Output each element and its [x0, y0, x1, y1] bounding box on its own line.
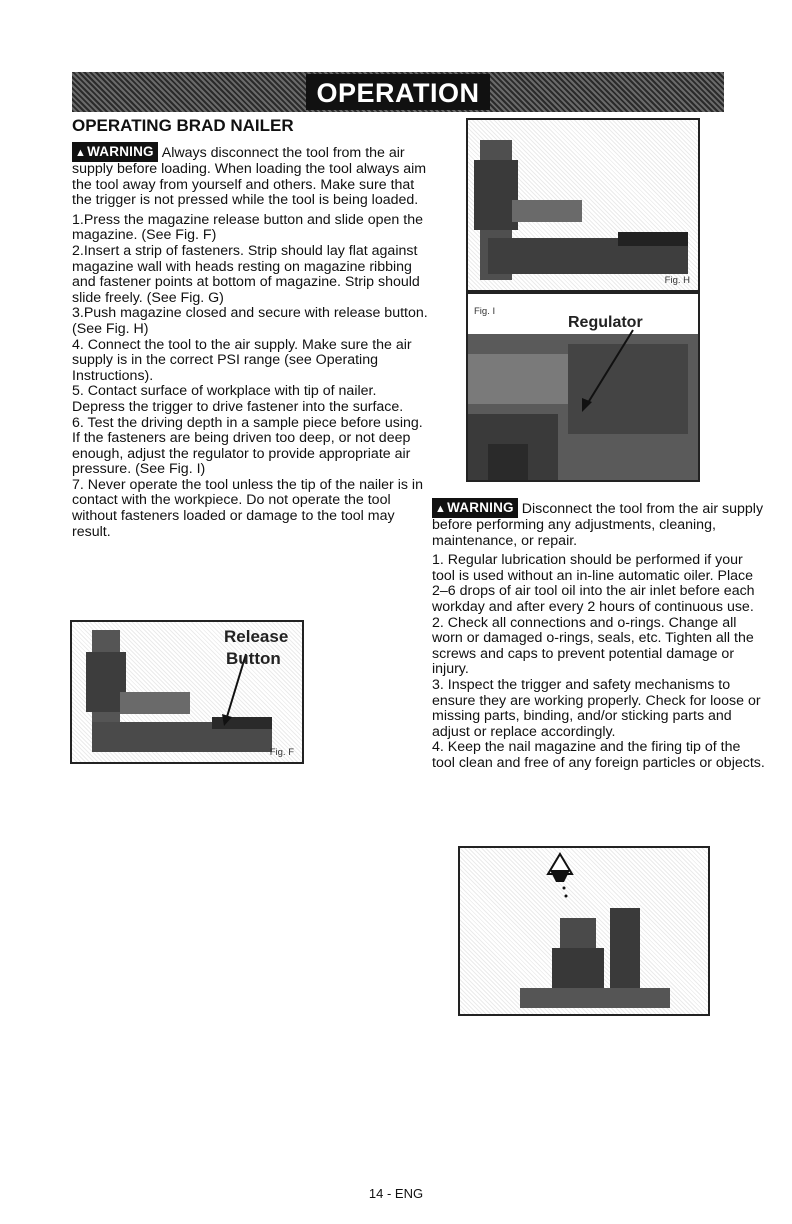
fig-h-label: Fig. H — [664, 275, 690, 286]
warning-text-right: Disconnect the tool from the air supply before performing any adjustments, cleaning, maintenance, or repair. — [432, 501, 764, 549]
warning-triangle-icon: ▲ — [75, 147, 87, 159]
warning-paragraph-left — [72, 142, 432, 209]
step-item: 7. Never operate the tool unless the tip of the nailer is in contact with the workpiece. Do not operate the tool without fasteners loaded or damage to the tool may result. — [72, 476, 423, 540]
callout-release: Release — [224, 627, 289, 646]
figure-h — [466, 118, 700, 292]
step-item: 3. Inspect the trigger and safety mechanisms to ensure they are working properly. Check for loose or missing parts, binding, and/or sticking parts and adjust or replace accordingly. — [432, 676, 761, 740]
oiling-photo — [460, 848, 708, 1014]
steps-right — [432, 553, 766, 771]
step-item: 2. Check all connections and o-rings. Change all worn or damaged o-rings, seals, etc. Tighten all the screws and caps to prevent potential damage or injury. — [432, 614, 754, 678]
step-item: 3.Push magazine closed and secure with release button. (See Fig. H) — [72, 305, 428, 337]
warning-text-left: Always disconnect the tool from the air supply before loading. When loading the tool always aim the tool away from yourself and others. Make sure that the trigger is not pressed while the tool is being loaded. — [72, 145, 427, 209]
left-column — [72, 116, 432, 540]
warning-badge — [72, 142, 158, 162]
fig-i-label: Fig. I — [474, 306, 496, 317]
release-button-callout — [224, 626, 288, 670]
section-title: OPERATING BRAD NAILER — [72, 116, 294, 135]
right-column — [432, 498, 766, 772]
warning-badge — [432, 498, 518, 518]
step-item: 5. Contact surface of workplace with tip of nailer. Depress the trigger to drive fastener into the surface. — [72, 383, 404, 415]
step-item: 2.Insert a strip of fasteners. Strip should lay flat against magazine wall with heads resting on magazine ribbing and fastener points at bottom of magazine. Strip should slide freely. (See Fig. G) — [72, 242, 420, 306]
callout-button: Button — [226, 649, 281, 668]
page-number: 14 - ENG — [368, 1186, 424, 1201]
steps-left — [72, 213, 432, 540]
step-item: 4. Keep the nail magazine and the firing tip of the tool clean and free of any foreign particles or objects. — [432, 739, 765, 771]
section-banner — [72, 72, 724, 112]
warning-badge-label: WARNING — [87, 144, 154, 159]
warning-badge-label: WARNING — [447, 500, 514, 515]
regulator-callout: Regulator — [568, 314, 643, 331]
step-item: 1. Regular lubrication should be performed if your tool is used without an in-line automatic oiler. Place 2–6 drops of air tool oil into the air inlet before each workday and after every 2 hours of continuous use. — [432, 552, 755, 615]
banner-title: OPERATION — [306, 74, 489, 110]
warning-triangle-icon: ▲ — [435, 503, 447, 515]
fig-f-label: Fig. F — [269, 747, 294, 758]
magazine-closed-photo — [468, 120, 698, 290]
figure-f — [70, 620, 304, 764]
figure-oiling — [458, 846, 710, 1016]
step-item: 6. Test the driving depth in a sample piece before using. If the fasteners are being driven too deep, or not deep enough, adjust the regulator to provide appropriate air pressure. (See Fig. I) — [72, 414, 423, 478]
step-item: 1.Press the magazine release button and slide open the magazine. (See Fig. F) — [72, 211, 423, 244]
figure-i — [466, 292, 700, 482]
warning-paragraph-right — [432, 498, 766, 549]
step-item: 4. Connect the tool to the air supply. Make sure the air supply is in the correct PSI range (see Operating Instructions). — [72, 336, 412, 384]
